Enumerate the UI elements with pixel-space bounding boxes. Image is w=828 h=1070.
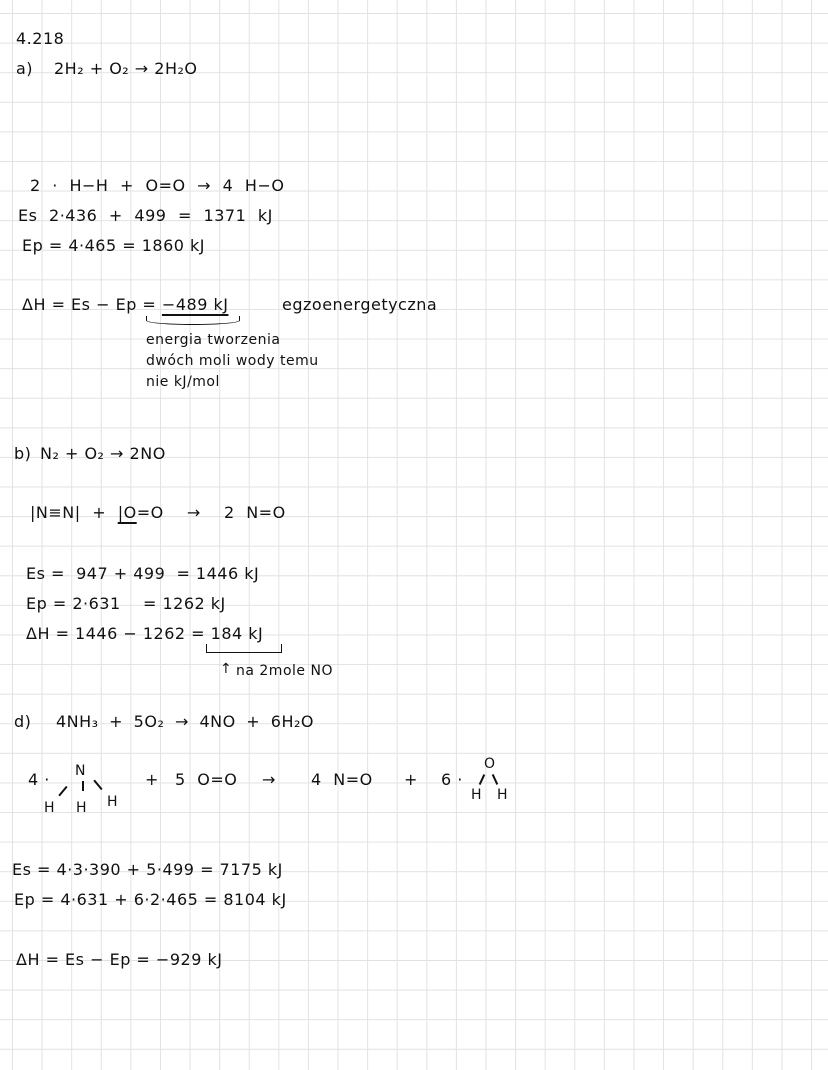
part-a-dh-value: −489 kJ bbox=[161, 295, 229, 314]
part-a-dh-type: egzoenergetyczna bbox=[282, 295, 438, 314]
part-d-o2-structure: 5 O=O bbox=[175, 770, 238, 789]
problem-number: 4.218 bbox=[16, 29, 65, 48]
part-d-plus-2: + bbox=[404, 770, 418, 789]
part-a-note-line-3: nie kJ/mol bbox=[146, 374, 220, 390]
part-d-es-line: Es = 4·3·390 + 5·499 = 7175 kJ bbox=[12, 860, 283, 879]
part-a-label: a) bbox=[16, 59, 34, 78]
part-b-dh-line bbox=[26, 626, 263, 642]
part-d-no-structure: 4 N=O bbox=[311, 770, 373, 789]
part-b-ep-line: Ep = 2·631 = 1262 kJ bbox=[26, 594, 226, 613]
part-a-equation: 2H₂ + O₂ → 2H₂O bbox=[54, 59, 198, 78]
part-b-note: na 2mole NO bbox=[236, 663, 333, 679]
part-b-label: b) bbox=[14, 444, 32, 463]
part-d-arrow: → bbox=[262, 770, 276, 789]
nh3-h-atom-left: H bbox=[44, 800, 55, 816]
h2o-o-atom: O bbox=[484, 756, 496, 772]
part-a-ep-line: Ep = 4·465 = 1860 kJ bbox=[22, 236, 206, 255]
part-a-es-line: Es 2·436 + 499 = 1371 kJ bbox=[18, 206, 273, 225]
part-d-dh-line: ΔH = Es − Ep = −929 kJ bbox=[16, 950, 223, 969]
part-b-note-arrow-icon: ↑ bbox=[220, 661, 233, 677]
part-b-bonds-o-lone-pair: |O bbox=[117, 503, 137, 522]
part-d-equation: 4NH₃ + 5O₂ → 4NO + 6H₂O bbox=[56, 712, 314, 731]
part-d-plus-1: + bbox=[145, 770, 159, 789]
part-b-equation: N₂ + O₂ → 2NO bbox=[40, 444, 166, 463]
nh3-h-atom-right: H bbox=[107, 794, 118, 810]
part-a-bonds-equation: 2 · H−H + O=O → 4 H−O bbox=[30, 176, 285, 195]
part-d-nh3-coefficient: 4 · bbox=[28, 770, 50, 789]
nh3-bond-center bbox=[82, 781, 84, 791]
part-b-es-line: Es = 947 + 499 = 1446 kJ bbox=[26, 564, 260, 583]
part-b-bonds-rest: =O → 2 N=O bbox=[136, 503, 286, 522]
nh3-h-atom-center: H bbox=[76, 800, 87, 816]
h2o-bond-right bbox=[492, 774, 498, 785]
part-a-dh-line bbox=[22, 297, 228, 313]
h2o-bond-left bbox=[479, 774, 485, 785]
nh3-bond-left bbox=[58, 786, 67, 796]
part-a-note-line-1: energia tworzenia bbox=[146, 332, 281, 348]
h2o-h-atom-left: H bbox=[471, 787, 482, 803]
part-b-dh-prefix: ΔH = 1446 − 1262 = bbox=[26, 624, 211, 643]
nh3-n-atom: N bbox=[75, 763, 86, 779]
part-b-bonds-left: |N≡N| + bbox=[30, 503, 118, 522]
part-b-dh-value: 184 kJ bbox=[210, 624, 264, 643]
part-a-note-line-2: dwóch moli wody temu bbox=[146, 353, 319, 369]
part-a-dh-prefix: ΔH = Es − Ep = bbox=[22, 295, 162, 314]
part-d-ep-line: Ep = 4·631 + 6·2·465 = 8104 kJ bbox=[14, 890, 287, 909]
part-a-brace bbox=[146, 316, 240, 325]
nh3-bond-right bbox=[93, 780, 102, 790]
part-b-bonds-equation bbox=[30, 505, 286, 521]
part-b-bracket bbox=[206, 644, 282, 653]
h2o-h-atom-right: H bbox=[497, 787, 508, 803]
part-d-label: d) bbox=[14, 712, 32, 731]
part-d-h2o-coefficient: 6 · bbox=[441, 770, 463, 789]
